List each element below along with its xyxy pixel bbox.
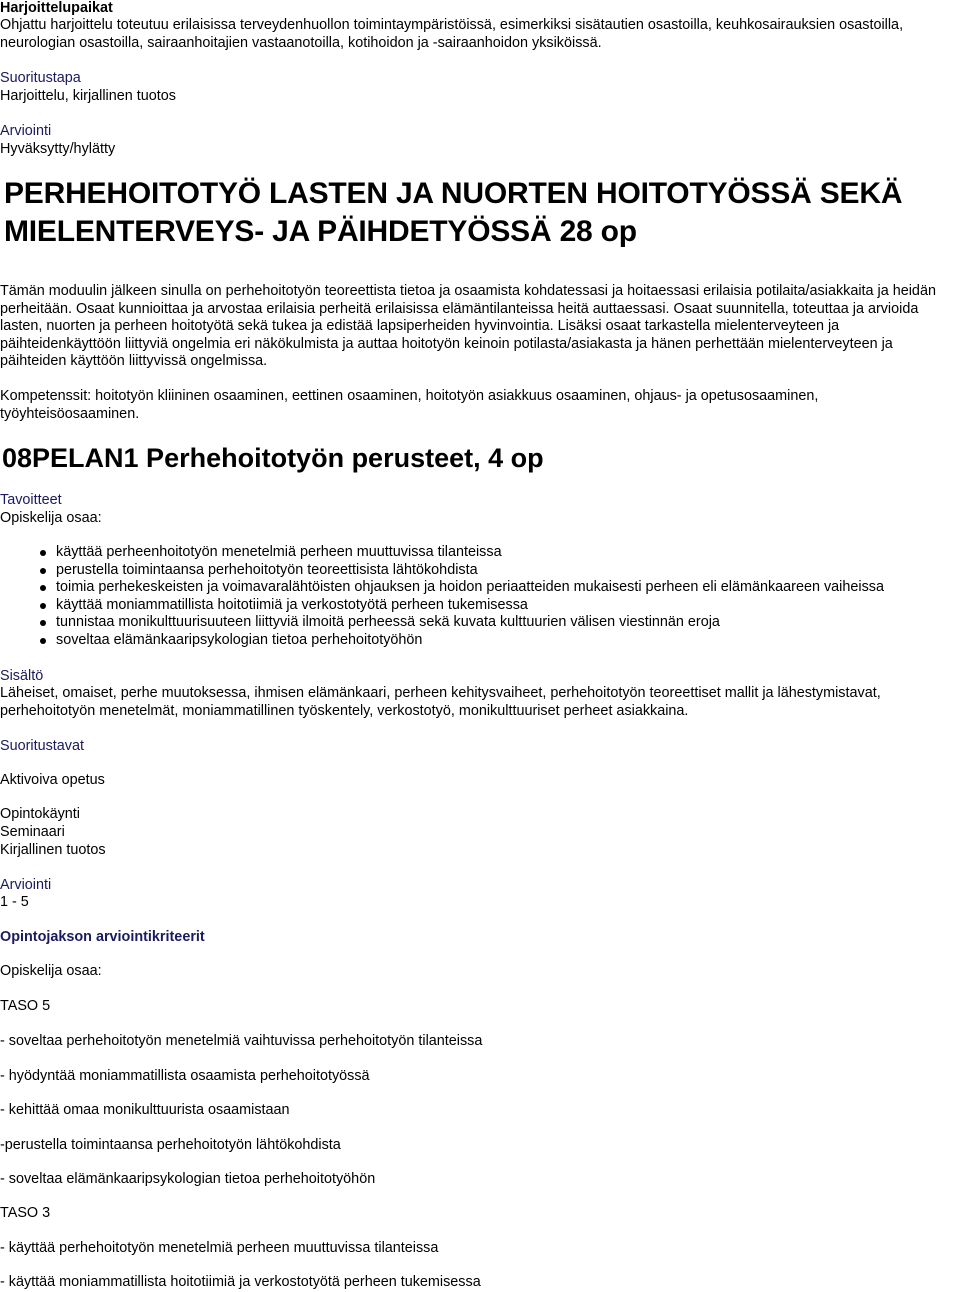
taso5-item: - kehittää omaa monikulttuurista osaamistaan <box>0 1102 290 1118</box>
sisalto-text: Läheiset, omaiset, perhe muutoksessa, ihmisen elämänkaari, perheen kehitysvaiheet, perhehoitotyön teoreettiset mallit ja lähestymistavat, perhehoitotyön menetelmät, moniammatillinen työskentely, verkostotyö, monikulttuuriset perheet asiakkaina. <box>0 685 881 719</box>
module-description: Tämän moduulin jälkeen sinulla on perhehoitotyön teoreettista tietoa ja osaamista kohdatessasi ja hoitaessasi erilaisia potilaita/asiakkaita ja heidän perheitään. Osaat kunnioittaa ja arvostaa erilaisia perheitä erilaisissa elämäntilanteissa heitä auttaessasi. Osaat suunnitella, toteuttaa ja arvioida lasten, nuorten ja perheen hoitotyötä sekä tukea ja edistää lapsiperheiden hyvinvointia. Lisäksi osaat tarkastella mielenterveyteen ja päihteidenkäyttöön liittyviä ongelmia eri näkökulmista ja auttaa hoitotyön keinoin potilasta/asiakasta ja hänen perhettään mielenterveyteen ja päihteiden käyttöön liittyvissä ongelmissa. <box>0 283 936 369</box>
bullet-icon <box>40 550 46 556</box>
bullet-icon <box>40 603 46 609</box>
module-title-line-1: PERHEHOITOTYÖ LASTEN JA NUORTEN HOITOTYÖSSÄ SEKÄ <box>4 177 903 210</box>
taso5-item: - hyödyntää moniammatillista osaamista perhehoitotyössä <box>0 1068 370 1084</box>
goal-item: tunnistaa monikulttuurisuuteen liittyviä ilmoitä perheessä sekä kuvata kulttuurien välisen viestinnän eroja <box>0 614 950 632</box>
taso3-item: - käyttää perhehoitotyön menetelmiä perheen muuttuvissa tilanteissa <box>0 1240 439 1256</box>
kriteerit-opiskelija-label: Opiskelija osaa: <box>0 963 102 979</box>
course-title: 08PELAN1 Perhehoitotyön perusteet, 4 op <box>2 443 544 473</box>
bullet-icon <box>40 638 46 644</box>
harjoittelupaikat-text: Ohjattu harjoittelu toteutuu erilaisissa terveydenhuollon toimintaympäristöissä, esimerkiksi sisätautien osastoilla, keuhkosairauksien osastoilla, neurologian osastoilla, sairaanhoitajien vastaanotoilla, kotihoidon ja -sairaanhoidon yksiköissä. <box>0 17 904 51</box>
arviointi-heading: Arviointi <box>0 123 52 139</box>
suoritustapa-text: Harjoittelu, kirjallinen tuotos <box>0 88 176 104</box>
taso5-label: TASO 5 <box>0 998 51 1014</box>
harjoittelupaikat-heading: Harjoittelupaikat <box>0 0 113 16</box>
bullet-icon <box>40 568 46 574</box>
bullet-icon <box>40 585 46 591</box>
suoritustavat-item: Aktivoiva opetus <box>0 772 105 788</box>
taso5-item: -perustella toimintaansa perhehoitotyön lähtökohdista <box>0 1137 341 1153</box>
suoritustavat-item: Seminaari <box>0 824 65 840</box>
taso3-label: TASO 3 <box>0 1205 51 1221</box>
module-competences: Kompetenssit: hoitotyön kliininen osaaminen, eettinen osaaminen, hoitotyön asiakkuus osaaminen, ohjaus- ja opetusosaaminen, työyhteisöosaaminen. <box>0 388 819 422</box>
tavoitteet-heading: Tavoitteet <box>0 492 62 508</box>
suoritustavat-item: Opintokäynti <box>0 806 80 822</box>
module-title-line-2: MIELENTERVEYS- JA PÄIHDETYÖSSÄ 28 op <box>4 215 637 248</box>
taso5-item: - soveltaa elämänkaaripsykologian tietoa perhehoitotyöhön <box>0 1171 376 1187</box>
goal-item: soveltaa elämänkaaripsykologian tietoa perhehoitotyöhön <box>0 632 950 650</box>
goals-list <box>0 544 950 649</box>
sisalto-heading: Sisältö <box>0 668 44 684</box>
goal-item: käyttää perheenhoitotyön menetelmiä perheen muuttuvissa tilanteissa <box>0 544 950 562</box>
suoritustavat-item: Kirjallinen tuotos <box>0 842 106 858</box>
tavoitteet-opiskelija-label: Opiskelija osaa: <box>0 510 102 526</box>
module-title <box>4 175 954 251</box>
taso5-item: - soveltaa perhehoitotyön menetelmiä vaihtuvissa perhehoitotyön tilanteissa <box>0 1033 483 1049</box>
course-arviointi-text: 1 - 5 <box>0 894 29 910</box>
course-arviointi-heading: Arviointi <box>0 877 52 893</box>
goal-item: perustella toimintaansa perhehoitotyön teoreettisista lähtökohdista <box>0 562 950 580</box>
kriteerit-heading: Opintojakson arviointikriteerit <box>0 929 205 945</box>
taso3-item: - käyttää moniammatillista hoitotiimiä ja verkostotyötä perheen tukemisessa <box>0 1274 481 1290</box>
suoritustapa-heading: Suoritustapa <box>0 70 81 86</box>
bullet-icon <box>40 620 46 626</box>
goal-item: toimia perhekeskeisten ja voimavaralähtöisten ohjauksen ja hoidon periaatteiden mukaisesti perheen eli elämänkaareen vaiheissa <box>0 579 950 597</box>
suoritustavat-heading: Suoritustavat <box>0 738 84 754</box>
arviointi-text: Hyväksytty/hylätty <box>0 141 116 157</box>
goal-item: käyttää moniammatillista hoitotiimiä ja verkostotyötä perheen tukemisessa <box>0 597 950 615</box>
